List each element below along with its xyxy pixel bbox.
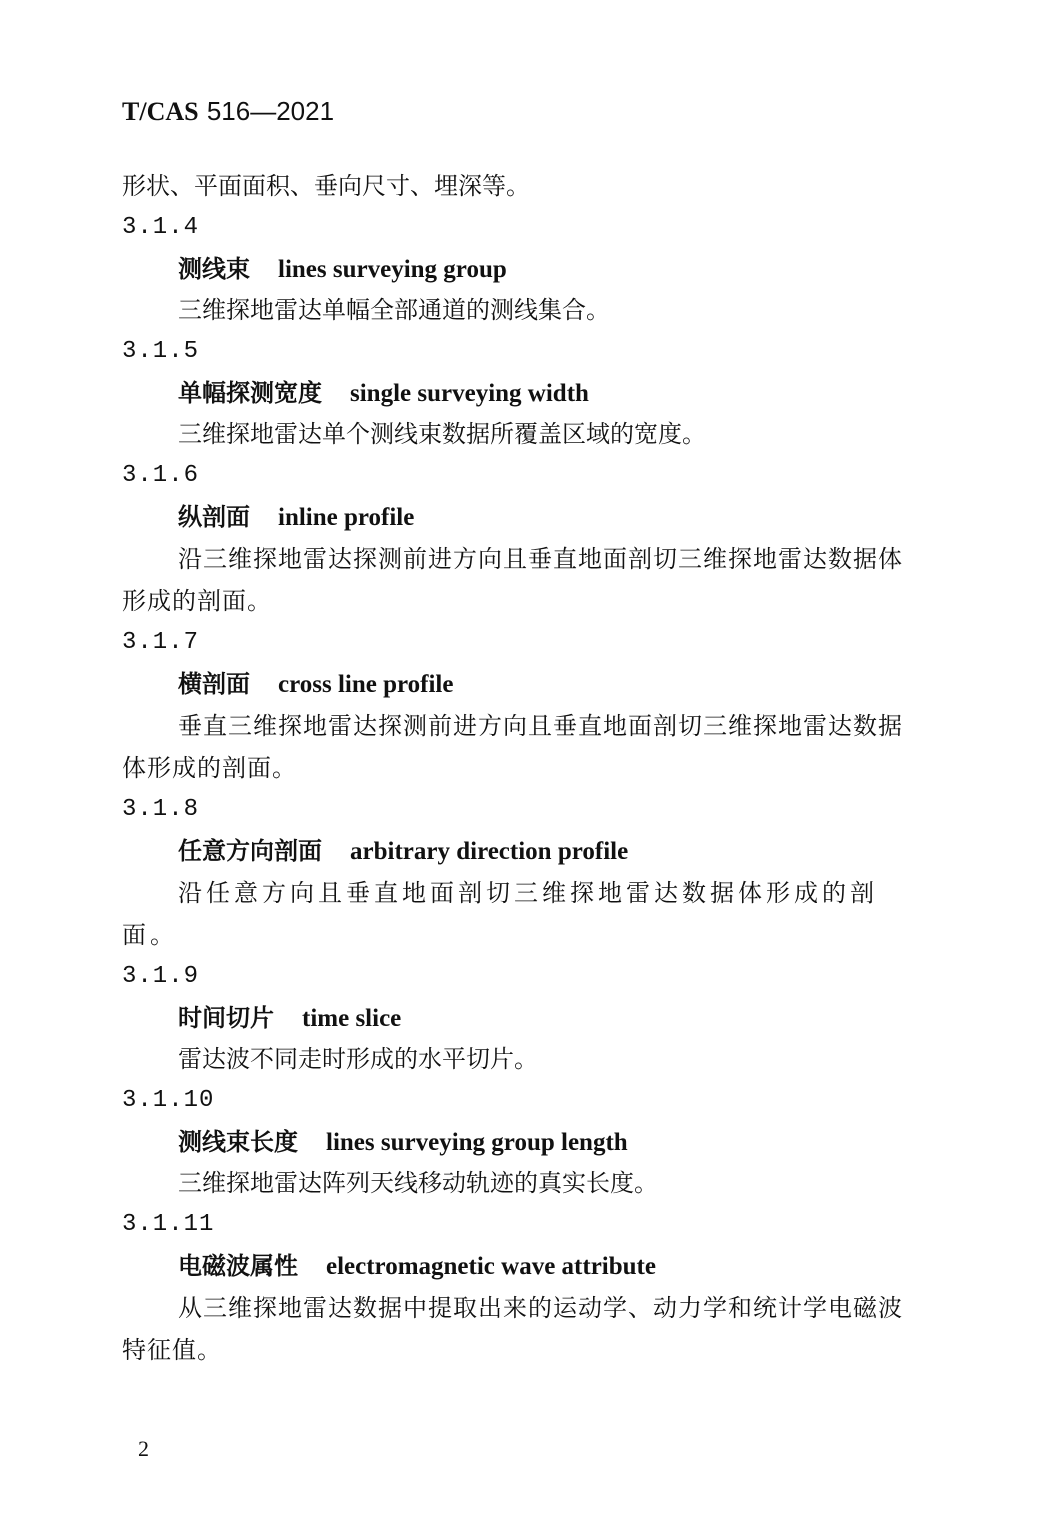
- term-heading: [122, 663, 905, 705]
- term-definition: 三维探地雷达单幅全部通道的测线集合。: [178, 296, 610, 324]
- clause-number: 3.1.7: [122, 629, 200, 656]
- clause-number: 3.1.4: [122, 214, 200, 241]
- clause-number: 3.1.11: [122, 1211, 215, 1238]
- term-definition: 雷达波不同走时形成的水平切片。: [178, 1045, 538, 1073]
- term-heading: [122, 372, 905, 414]
- term-entry: [122, 331, 905, 455]
- term-entry: [122, 622, 905, 789]
- term-chinese: 时间切片: [178, 1004, 274, 1032]
- intro-continuation: 形状、平面面积、垂向尺寸、埋深等。: [122, 172, 530, 200]
- term-entry: [122, 956, 905, 1080]
- term-chinese: 任意方向剖面: [178, 837, 322, 865]
- term-entry: [122, 1204, 905, 1371]
- term-entry: [122, 789, 905, 956]
- term-english: lines surveying group length: [326, 1129, 628, 1156]
- term-english: single surveying width: [350, 380, 589, 407]
- clause-number: 3.1.8: [122, 796, 200, 823]
- term-definition: 三维探地雷达阵列天线移动轨迹的真实长度。: [178, 1169, 658, 1197]
- term-heading: [122, 248, 905, 290]
- term-english: lines surveying group: [278, 256, 507, 283]
- term-chinese: 测线束长度: [178, 1128, 298, 1156]
- term-english: arbitrary direction profile: [350, 838, 629, 865]
- term-heading: [122, 1121, 905, 1163]
- standard-prefix: T/CAS: [122, 97, 199, 126]
- term-definition: 三维探地雷达单个测线束数据所覆盖区域的宽度。: [178, 420, 706, 448]
- page-number: 2: [138, 1436, 149, 1461]
- clause-number: 3.1.6: [122, 462, 200, 489]
- term-heading: [122, 997, 905, 1039]
- term-chinese: 横剖面: [178, 670, 250, 698]
- document-body: [122, 165, 905, 1371]
- standard-number: 516—2021: [206, 96, 335, 126]
- term-chinese: 单幅探测宽度: [178, 379, 322, 407]
- term-english: cross line profile: [278, 671, 454, 698]
- term-chinese: 纵剖面: [178, 503, 250, 531]
- document-code: [122, 94, 334, 129]
- term-english: time slice: [302, 1005, 402, 1032]
- term-definition: 沿三维探地雷达探测前进方向且垂直地面剖切三维探地雷达数据体形成的剖面。: [122, 545, 903, 615]
- term-entry: [122, 1080, 905, 1204]
- clause-number: 3.1.5: [122, 338, 200, 365]
- clause-number: 3.1.10: [122, 1087, 215, 1114]
- term-heading: [122, 496, 905, 538]
- term-english: inline profile: [278, 504, 415, 531]
- term-definition: 从三维探地雷达数据中提取出来的运动学、动力学和统计学电磁波特征值。: [122, 1294, 903, 1364]
- clause-number: 3.1.9: [122, 963, 200, 990]
- term-heading: [122, 1245, 905, 1287]
- term-heading: [122, 830, 905, 872]
- term-definition: 垂直三维探地雷达探测前进方向且垂直地面剖切三维探地雷达数据体形成的剖面。: [122, 712, 903, 782]
- term-definition: 沿任意方向且垂直地面剖切三维探地雷达数据体形成的剖面。: [122, 879, 878, 949]
- term-entry: [122, 455, 905, 622]
- term-chinese: 电磁波属性: [178, 1252, 298, 1280]
- term-chinese: 测线束: [178, 255, 250, 283]
- term-english: electromagnetic wave attribute: [326, 1253, 656, 1280]
- term-entry: [122, 207, 905, 331]
